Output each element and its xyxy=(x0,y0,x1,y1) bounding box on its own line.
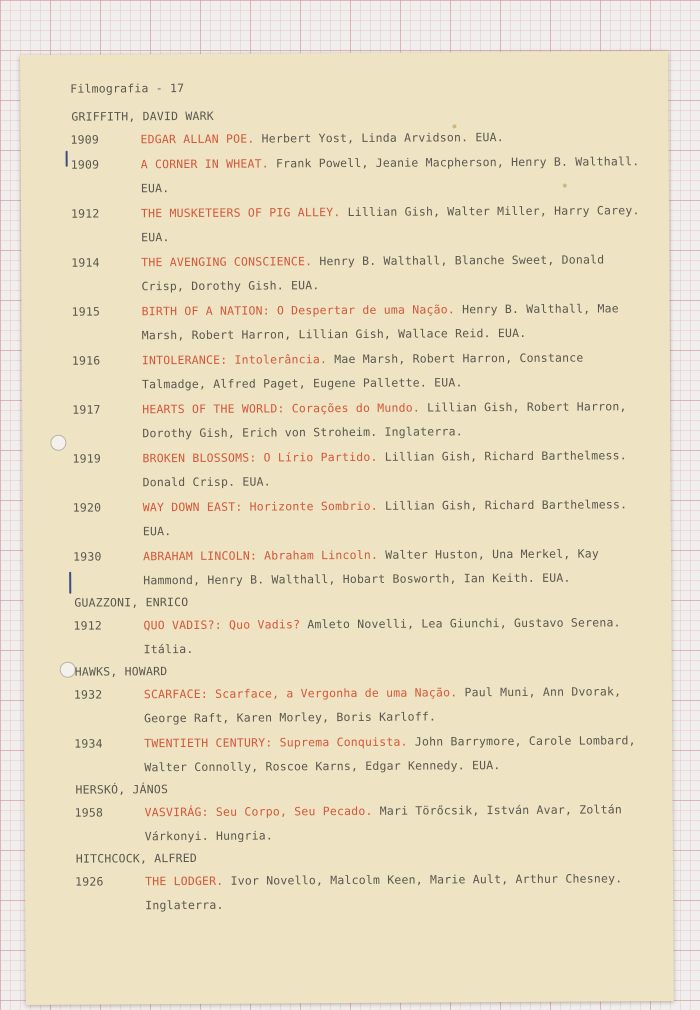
film-year: 1912 xyxy=(73,618,103,633)
director-name: HERSKÓ, JÁNOS xyxy=(75,781,169,797)
film-details xyxy=(141,247,641,299)
film-year: 1916 xyxy=(71,353,101,368)
director-section xyxy=(74,661,645,780)
film-title: SCARFACE: Scarface, a Vergonha de uma Nação. xyxy=(143,684,458,701)
film-details xyxy=(143,541,643,593)
film-cast: Henry B. Walthall, Mae Marsh, Robert Harron, Lillian Gish, Wallace Reid. EUA. xyxy=(141,300,619,343)
film-details xyxy=(145,797,645,849)
film-year: 1932 xyxy=(73,687,103,702)
director-list xyxy=(70,106,645,918)
film-year: 1912 xyxy=(70,206,100,221)
film-title: HEARTS OF THE WORLD: Corações do Mundo. xyxy=(142,400,421,416)
film-details xyxy=(144,728,644,780)
film-entry xyxy=(73,492,643,544)
film-year: 1920 xyxy=(72,500,102,515)
film-details xyxy=(142,394,642,446)
film-entry xyxy=(75,797,645,849)
film-cast: Henry B. Walthall, Blanche Sweet, Donald Crisp, Dorothy Gish. EUA. xyxy=(141,251,605,294)
film-entry xyxy=(72,345,642,397)
film-cast: Herbert Yost, Linda Arvidson. EUA. xyxy=(254,130,504,146)
film-entry xyxy=(71,198,641,250)
film-cast: Amleto Novelli, Lea Giunchi, Gustavo Serena. Itália. xyxy=(143,614,621,657)
film-entry xyxy=(73,610,643,662)
film-cast: Mae Marsh, Robert Harron, Constance Talmadge, Alfred Paget, Eugene Pallette. EUA. xyxy=(141,350,584,392)
film-details xyxy=(142,443,642,495)
page-header: Filmografia - 17 xyxy=(70,80,185,96)
film-year: 1915 xyxy=(71,304,101,319)
director-name: GRIFFITH, DAVID WARK xyxy=(71,108,214,124)
film-entry xyxy=(71,247,641,299)
punch-hole-top xyxy=(50,435,66,451)
film-entry xyxy=(71,296,641,348)
film-title: BIRTH OF A NATION: O Despertar de uma Nação. xyxy=(141,301,456,318)
film-details xyxy=(140,124,640,152)
film-details xyxy=(141,296,641,348)
film-title: THE LODGER. xyxy=(145,873,224,888)
film-year: 1919 xyxy=(72,451,102,466)
film-title: THE AVENGING CONSCIENCE. xyxy=(141,253,313,269)
film-year: 1914 xyxy=(71,255,100,270)
director-section xyxy=(75,848,645,918)
film-details xyxy=(143,492,643,544)
film-cast: Ivor Novello, Malcolm Keen, Marie Ault, Arthur Chesney. Inglaterra. xyxy=(145,870,623,913)
director-name: HAWKS, HOWARD xyxy=(74,663,168,679)
film-year: 1917 xyxy=(72,402,101,417)
film-entry xyxy=(71,149,641,201)
film-title: TWENTIETH CENTURY: Suprema Conquista. xyxy=(144,734,408,750)
film-cast: John Barrymore, Carole Lombard, Walter Connolly, Roscoe Karns, Edgar Kennedy. EUA. xyxy=(144,732,636,775)
film-year: 1909 xyxy=(70,132,100,147)
film-cast: Frank Powell, Jeanie Macpherson, Henry B. Walthall. EUA. xyxy=(140,153,640,196)
film-cast: Walter Huston, Una Merkel, Kay Hammond, Henry B. Walthall, Hobart Bosworth, Ian Keith. EUA. xyxy=(143,545,600,588)
director-section xyxy=(74,779,644,849)
film-entry xyxy=(70,124,640,152)
film-year: 1934 xyxy=(74,736,103,751)
film-title: VASVIRÁG: Seu Corpo, Seu Pecado. xyxy=(144,803,373,819)
film-title: THE MUSKETEERS OF PIG ALLEY. xyxy=(140,204,341,220)
film-entry xyxy=(75,866,645,918)
film-entry xyxy=(72,443,642,495)
film-title: INTOLERANCE: Intolerância. xyxy=(141,351,328,367)
film-cast: Lillian Gish, Richard Barthelmess. EUA. xyxy=(142,496,628,539)
film-entry xyxy=(74,679,644,731)
pen-mark-1 xyxy=(66,151,68,167)
film-title: BROKEN BLOSSOMS: O Lírio Partido. xyxy=(142,449,378,465)
film-details xyxy=(141,198,641,250)
pen-mark-2 xyxy=(69,572,71,594)
film-details xyxy=(142,345,642,397)
film-entry xyxy=(72,394,642,446)
film-details xyxy=(144,679,644,731)
film-details xyxy=(143,610,643,662)
film-year: 1926 xyxy=(75,874,104,889)
film-details xyxy=(145,866,645,918)
film-year: 1930 xyxy=(73,549,102,564)
director-section xyxy=(73,592,643,662)
film-cast: Lillian Gish, Robert Harron, Dorothy Gish, Erich von Stroheim. Inglaterra. xyxy=(142,398,627,441)
typed-sheet xyxy=(20,51,674,1005)
film-cast: Mari Törőcsik, István Avar, Zoltán Várkonyi. Hungria. xyxy=(144,801,622,844)
film-entry xyxy=(74,728,644,780)
director-section xyxy=(70,106,643,593)
film-title: QUO VADIS?: Quo Vadis? xyxy=(143,616,301,632)
film-year: 1958 xyxy=(74,805,104,820)
film-title: EDGAR ALLAN POE. xyxy=(140,131,255,147)
film-title: ABRAHAM LINCOLN: Abraham Lincoln. xyxy=(143,547,379,563)
film-cast: Lillian Gish, Richard Barthelmess. Donald Crisp. EUA. xyxy=(142,447,627,490)
film-title: WAY DOWN EAST: Horizonte Sombrio. xyxy=(142,498,378,514)
film-entry xyxy=(73,541,643,593)
film-details xyxy=(141,149,641,201)
film-year: 1909 xyxy=(70,157,100,172)
film-title: A CORNER IN WHEAT. xyxy=(140,155,269,171)
film-cast: Paul Muni, Ann Dvorak, George Raft, Karen Morley, Boris Karloff. xyxy=(144,683,622,726)
filmography-content xyxy=(70,78,645,918)
director-name: GUAZZONI, ENRICO xyxy=(74,594,189,610)
director-name: HITCHCOCK, ALFRED xyxy=(75,850,198,866)
film-cast: Lillian Gish, Walter Miller, Harry Carey. EUA. xyxy=(141,202,640,245)
